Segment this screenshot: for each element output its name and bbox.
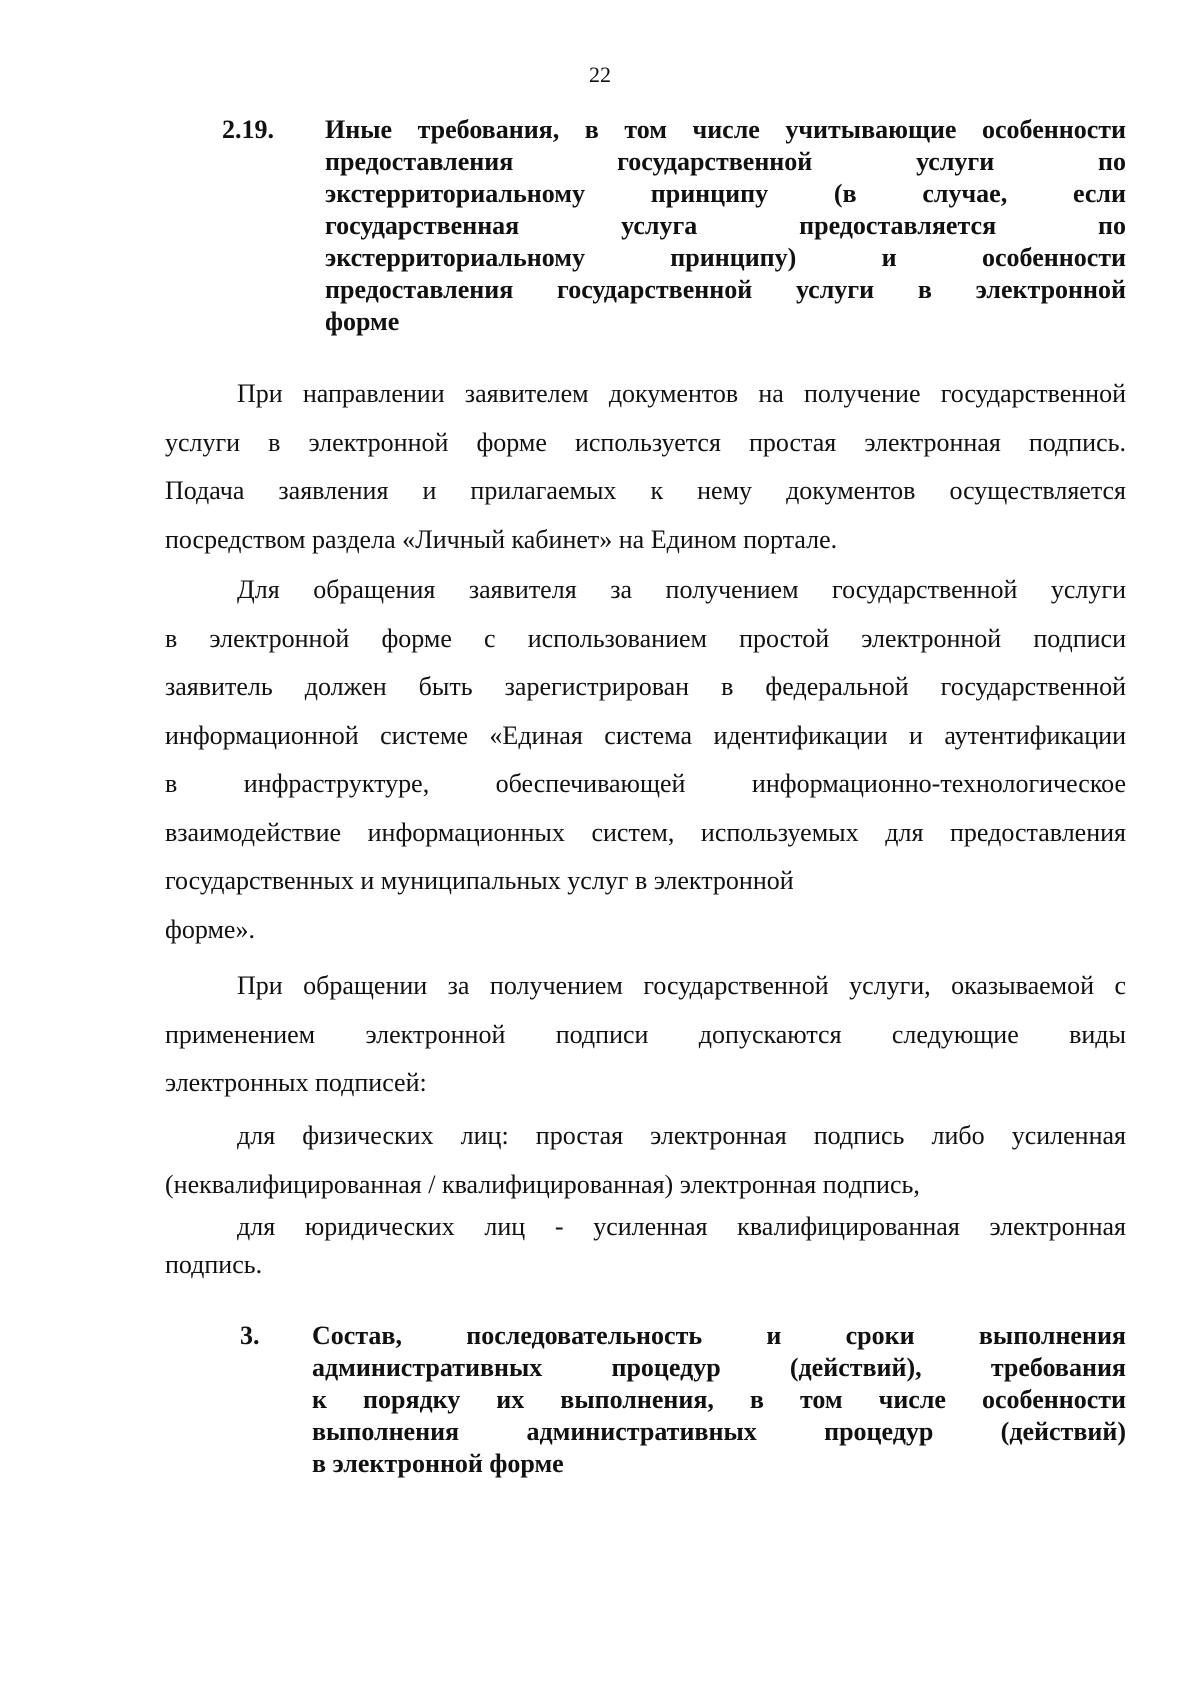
section-title-line: выполнения административных процедур (действий) [312, 1417, 1126, 1446]
section-title-line: экстерриториальному принципу (в случае, если [325, 179, 1126, 208]
paragraph-line: государственных и муниципальных услуг в электронной [165, 866, 794, 895]
section-heading-3 [240, 1320, 1126, 1490]
section-heading-2-19 [222, 114, 1126, 344]
section-title-line: в электронной форме [312, 1449, 564, 1478]
paragraph-signature-type [165, 370, 1126, 564]
paragraph-line: для юридических лиц - усиленная квалифицированная электронная [237, 1212, 1126, 1241]
paragraph-signature-kinds [165, 962, 1126, 1108]
section-title-line: предоставления государственной услуги по [325, 147, 1126, 176]
paragraph-line: При направлении заявителем документов на получение государственной [237, 379, 1126, 408]
paragraph-line: форме». [165, 914, 255, 944]
section-title-line: государственная услуга предоставляется по [325, 211, 1126, 240]
section-title [312, 1320, 1126, 1480]
section-title-line: к порядку их выполнения, в том числе особенности [312, 1385, 1126, 1414]
section-title-line: предоставления государственной услуги в электронной [325, 275, 1126, 304]
paragraph-line: (неквалифицированная / квалифицированная) электронная подпись, [165, 1169, 920, 1199]
paragraph-line: При обращении за получением государственной услуги, оказываемой с [237, 971, 1126, 1000]
paragraph-legal-entities [165, 1208, 1126, 1284]
section-number: 2.19. [222, 115, 274, 144]
section-title [325, 114, 1126, 338]
paragraph-line: информационной системе «Единая система идентификации и аутентификации [165, 720, 1126, 750]
paragraph-line: взаимодействие информационных систем, используемых для предоставления [165, 817, 1126, 847]
paragraph-line: подпись. [165, 1250, 263, 1279]
paragraph-line: услуги в электронной форме используется простая электронная подпись. [165, 427, 1126, 457]
paragraph-individuals [165, 1112, 1126, 1209]
section-title-line: Иные требования, в том числе учитывающие особенности [325, 115, 1126, 144]
section-title-line: форме [325, 307, 400, 336]
paragraph-line: электронных подписей: [165, 1068, 427, 1097]
paragraph-line: Подача заявления и прилагаемых к нему документов осуществляется [165, 476, 1126, 505]
paragraph-line: посредством раздела «Личный кабинет» на Едином портале. [165, 524, 838, 554]
paragraph-line: для физических лиц: простая электронная подпись либо усиленная [237, 1121, 1126, 1150]
page-number: 22 [589, 62, 611, 87]
paragraph-line: в инфраструктуре, обеспечивающей информационно-технологическое [165, 769, 1126, 798]
paragraph-line: применением электронной подписи допускаются следующие виды [165, 1019, 1126, 1049]
paragraph-line: Для обращения заявителя за получением государственной услуги [237, 575, 1126, 604]
section-title-line: экстерриториальному принципу) и особенности [325, 243, 1126, 272]
paragraph-line: в электронной форме с использованием простой электронной подписи [165, 623, 1126, 653]
paragraph-registration [165, 566, 1126, 954]
section-title-line: административных процедур (действий), требования [312, 1353, 1126, 1382]
section-number: 3. [240, 1321, 260, 1350]
section-title-line: Состав, последовательность и сроки выполнения [312, 1321, 1126, 1350]
paragraph-line: заявитель должен быть зарегистрирован в федеральной государственной [165, 672, 1126, 701]
